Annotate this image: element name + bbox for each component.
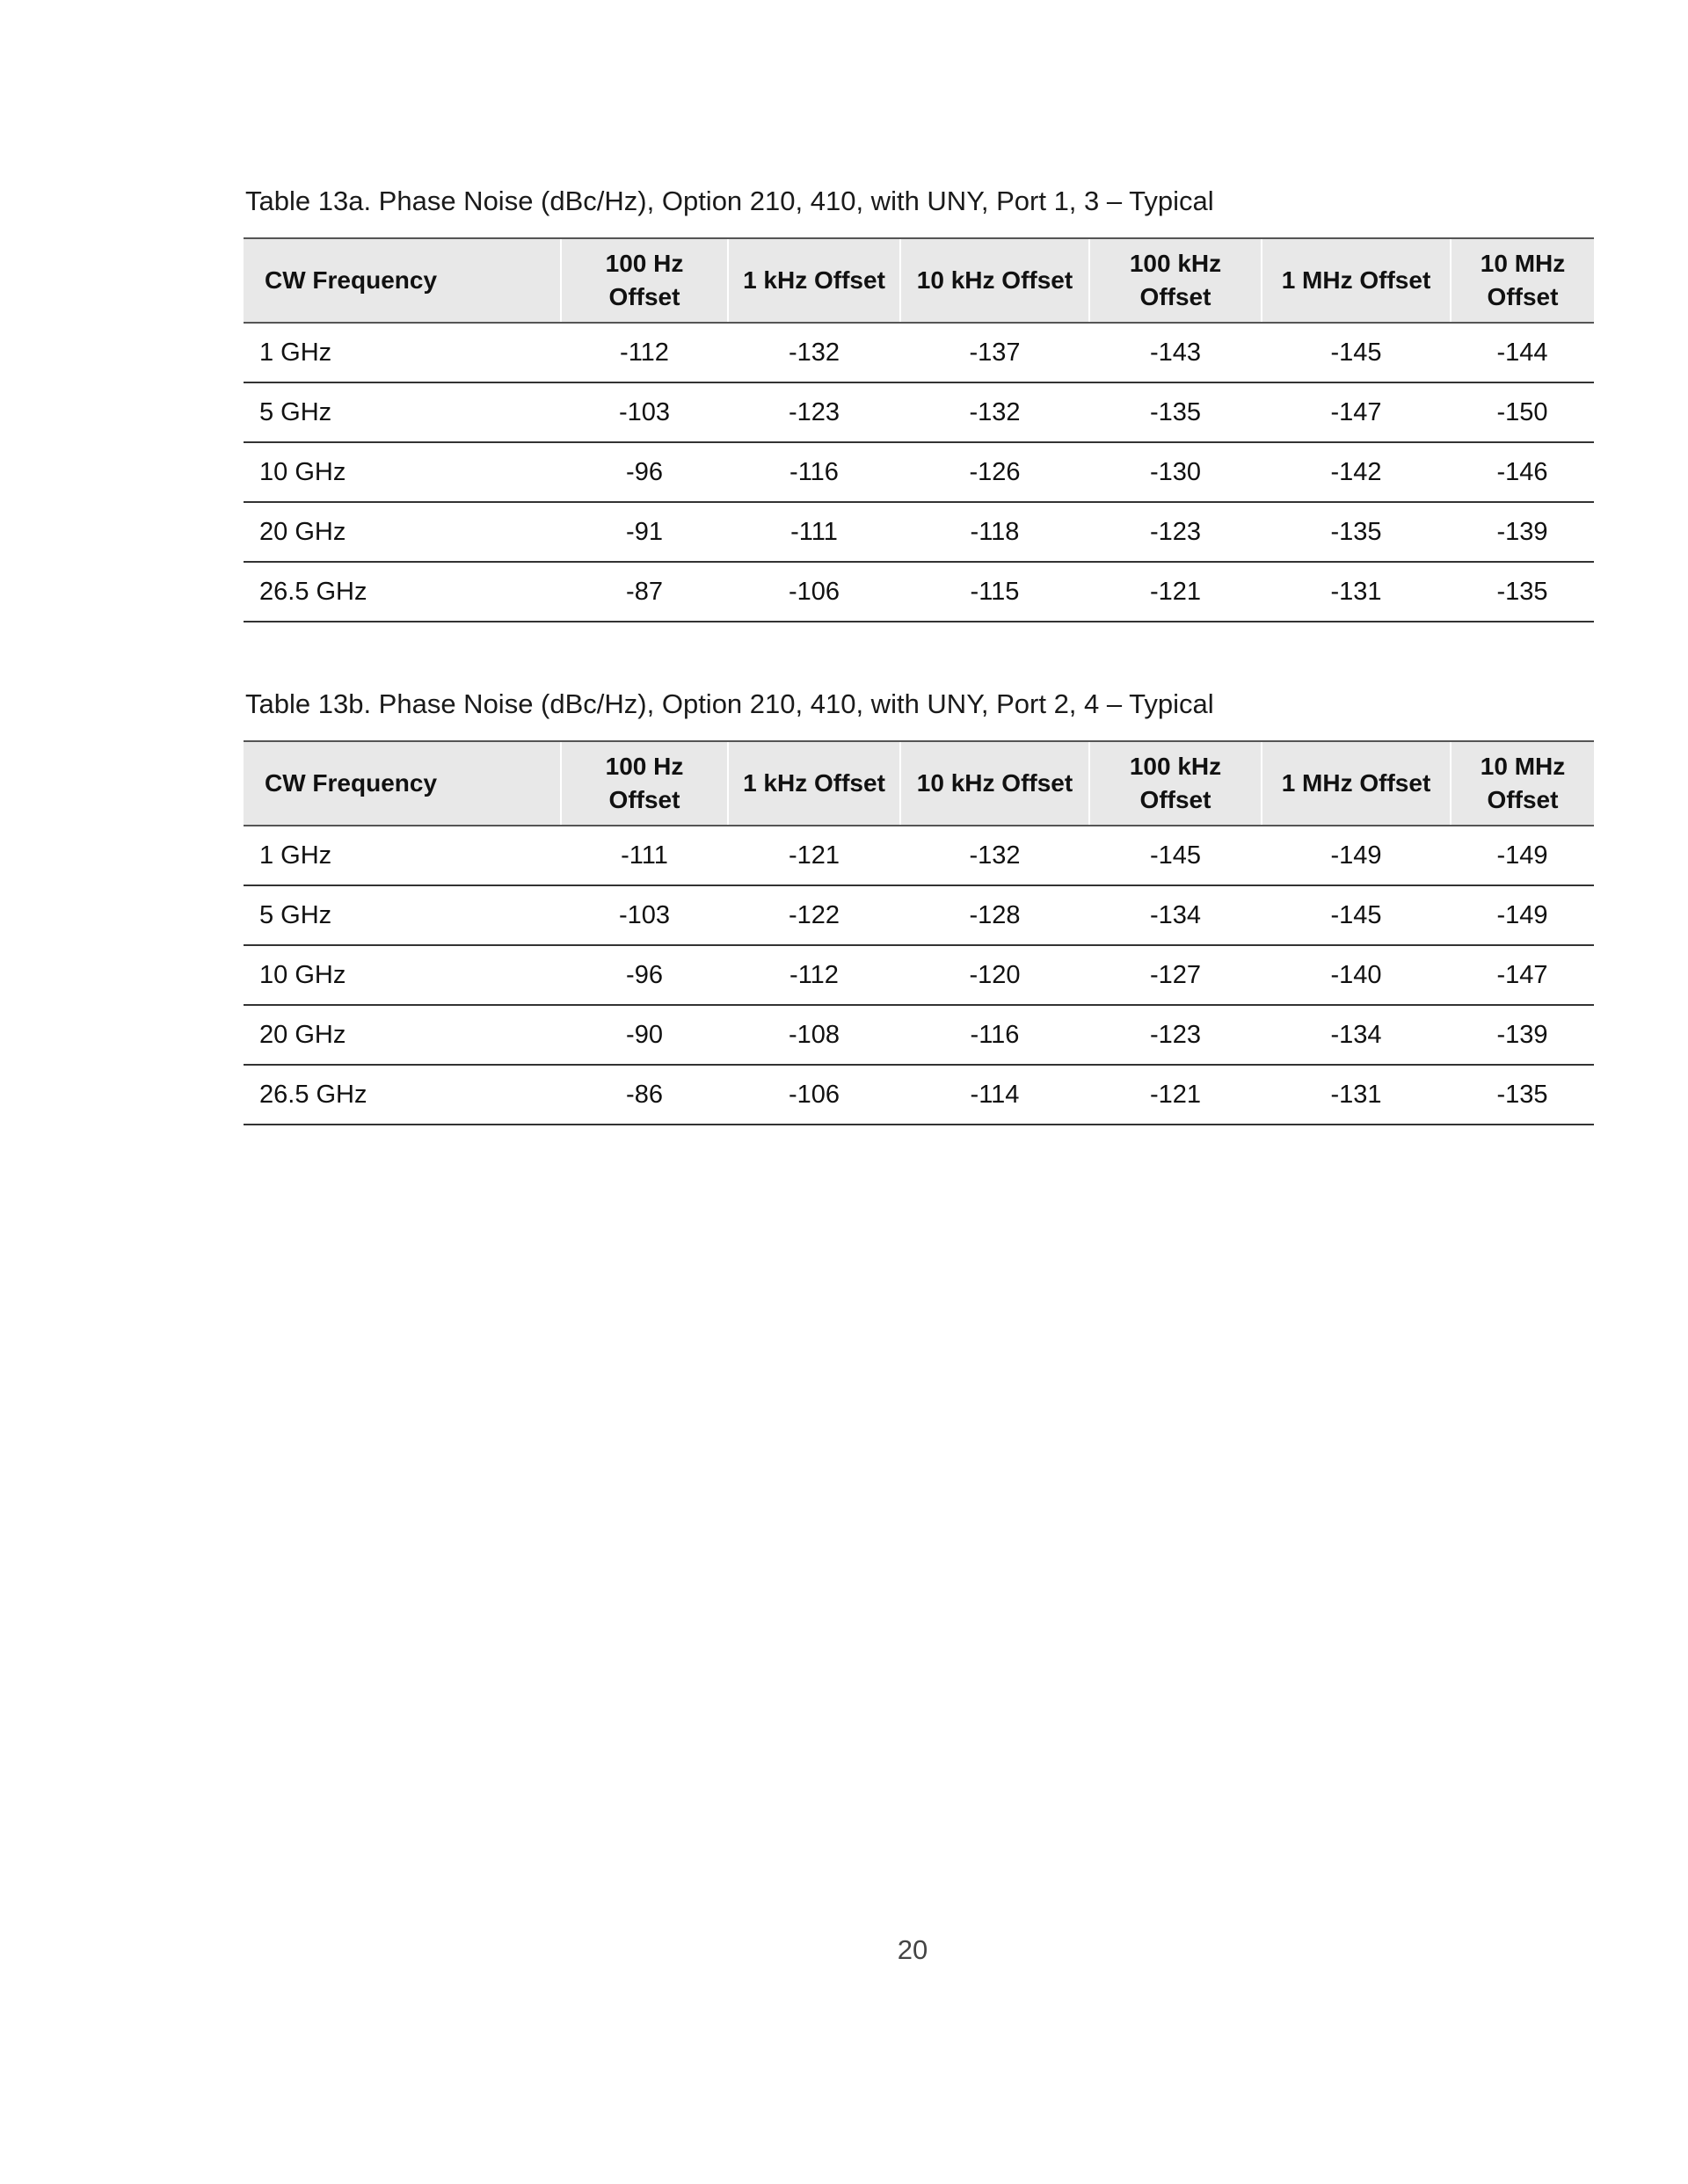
cw-frequency-cell: 5 GHz bbox=[244, 885, 561, 945]
phase-noise-value-cell: -135 bbox=[1451, 1065, 1594, 1125]
header-1khz-offset: 1 kHz Offset bbox=[728, 238, 900, 323]
phase-noise-value-cell: -142 bbox=[1262, 442, 1451, 502]
header-1mhz-offset: 1 MHz Offset bbox=[1262, 741, 1451, 826]
phase-noise-value-cell: -114 bbox=[900, 1065, 1089, 1125]
cw-frequency-cell: 26.5 GHz bbox=[244, 1065, 561, 1125]
phase-noise-value-cell: -150 bbox=[1451, 382, 1594, 442]
phase-noise-table-port-2-4 bbox=[244, 740, 1594, 1125]
phase-noise-value-cell: -116 bbox=[900, 1005, 1089, 1065]
table-row bbox=[244, 885, 1594, 945]
phase-noise-value-cell: -108 bbox=[728, 1005, 900, 1065]
header-10mhz-offset: 10 MHz Offset bbox=[1451, 238, 1594, 323]
header-row bbox=[244, 741, 1594, 826]
phase-noise-value-cell: -137 bbox=[900, 323, 1089, 382]
header-cw-frequency: CW Frequency bbox=[244, 238, 561, 323]
cw-frequency-cell: 10 GHz bbox=[244, 442, 561, 502]
table-row bbox=[244, 826, 1594, 885]
phase-noise-value-cell: -144 bbox=[1451, 323, 1594, 382]
header-10mhz-offset: 10 MHz Offset bbox=[1451, 741, 1594, 826]
phase-noise-value-cell: -87 bbox=[561, 562, 728, 622]
phase-noise-value-cell: -123 bbox=[1089, 1005, 1262, 1065]
phase-noise-value-cell: -140 bbox=[1262, 945, 1451, 1005]
phase-noise-value-cell: -103 bbox=[561, 382, 728, 442]
phase-noise-value-cell: -145 bbox=[1262, 323, 1451, 382]
phase-noise-value-cell: -121 bbox=[728, 826, 900, 885]
cw-frequency-cell: 1 GHz bbox=[244, 826, 561, 885]
phase-noise-value-cell: -134 bbox=[1089, 885, 1262, 945]
table-row bbox=[244, 1005, 1594, 1065]
cw-frequency-cell: 20 GHz bbox=[244, 1005, 561, 1065]
phase-noise-value-cell: -146 bbox=[1451, 442, 1594, 502]
phase-noise-value-cell: -132 bbox=[900, 382, 1089, 442]
header-cw-frequency: CW Frequency bbox=[244, 741, 561, 826]
phase-noise-value-cell: -135 bbox=[1262, 502, 1451, 562]
page-number: 20 bbox=[897, 1934, 928, 1965]
phase-noise-value-cell: -121 bbox=[1089, 1065, 1262, 1125]
phase-noise-value-cell: -103 bbox=[561, 885, 728, 945]
header-1mhz-offset: 1 MHz Offset bbox=[1262, 238, 1451, 323]
table-row bbox=[244, 945, 1594, 1005]
cw-frequency-cell: 1 GHz bbox=[244, 323, 561, 382]
phase-noise-value-cell: -149 bbox=[1451, 885, 1594, 945]
table-row bbox=[244, 442, 1594, 502]
table-header bbox=[244, 238, 1594, 323]
table-header bbox=[244, 741, 1594, 826]
phase-noise-value-cell: -143 bbox=[1089, 323, 1262, 382]
phase-noise-value-cell: -112 bbox=[561, 323, 728, 382]
phase-noise-value-cell: -122 bbox=[728, 885, 900, 945]
phase-noise-value-cell: -135 bbox=[1089, 382, 1262, 442]
phase-noise-value-cell: -123 bbox=[1089, 502, 1262, 562]
phase-noise-value-cell: -123 bbox=[728, 382, 900, 442]
phase-noise-value-cell: -132 bbox=[900, 826, 1089, 885]
header-100khz-offset: 100 kHz Offset bbox=[1089, 741, 1262, 826]
phase-noise-value-cell: -130 bbox=[1089, 442, 1262, 502]
phase-noise-table-port-1-3 bbox=[244, 237, 1594, 622]
phase-noise-value-cell: -106 bbox=[728, 562, 900, 622]
phase-noise-value-cell: -147 bbox=[1451, 945, 1594, 1005]
table-body bbox=[244, 826, 1594, 1125]
table-13b-caption: Table 13b. Phase Noise (dBc/Hz), Option 210, 410, with UNY, Port 2, 4 – Typical bbox=[245, 688, 1214, 719]
table-body bbox=[244, 323, 1594, 622]
phase-noise-value-cell: -139 bbox=[1451, 502, 1594, 562]
phase-noise-value-cell: -147 bbox=[1262, 382, 1451, 442]
header-10khz-offset: 10 kHz Offset bbox=[900, 238, 1089, 323]
phase-noise-value-cell: -86 bbox=[561, 1065, 728, 1125]
phase-noise-value-cell: -128 bbox=[900, 885, 1089, 945]
cw-frequency-cell: 26.5 GHz bbox=[244, 562, 561, 622]
phase-noise-value-cell: -149 bbox=[1451, 826, 1594, 885]
phase-noise-value-cell: -131 bbox=[1262, 1065, 1451, 1125]
phase-noise-value-cell: -91 bbox=[561, 502, 728, 562]
phase-noise-value-cell: -149 bbox=[1262, 826, 1451, 885]
cw-frequency-cell: 20 GHz bbox=[244, 502, 561, 562]
header-row bbox=[244, 238, 1594, 323]
table-row bbox=[244, 382, 1594, 442]
phase-noise-value-cell: -127 bbox=[1089, 945, 1262, 1005]
phase-noise-value-cell: -112 bbox=[728, 945, 900, 1005]
table-13a-caption: Table 13a. Phase Noise (dBc/Hz), Option 210, 410, with UNY, Port 1, 3 – Typical bbox=[245, 186, 1214, 216]
header-100hz-offset: 100 Hz Offset bbox=[561, 238, 728, 323]
phase-noise-value-cell: -118 bbox=[900, 502, 1089, 562]
phase-noise-value-cell: -120 bbox=[900, 945, 1089, 1005]
phase-noise-value-cell: -96 bbox=[561, 945, 728, 1005]
phase-noise-value-cell: -135 bbox=[1451, 562, 1594, 622]
table-row bbox=[244, 502, 1594, 562]
phase-noise-value-cell: -115 bbox=[900, 562, 1089, 622]
table-row bbox=[244, 562, 1594, 622]
phase-noise-value-cell: -121 bbox=[1089, 562, 1262, 622]
table-row bbox=[244, 1065, 1594, 1125]
phase-noise-value-cell: -126 bbox=[900, 442, 1089, 502]
header-100hz-offset: 100 Hz Offset bbox=[561, 741, 728, 826]
phase-noise-value-cell: -131 bbox=[1262, 562, 1451, 622]
cw-frequency-cell: 10 GHz bbox=[244, 945, 561, 1005]
table-row bbox=[244, 323, 1594, 382]
phase-noise-value-cell: -111 bbox=[728, 502, 900, 562]
phase-noise-value-cell: -132 bbox=[728, 323, 900, 382]
cw-frequency-cell: 5 GHz bbox=[244, 382, 561, 442]
phase-noise-value-cell: -116 bbox=[728, 442, 900, 502]
phase-noise-value-cell: -90 bbox=[561, 1005, 728, 1065]
phase-noise-value-cell: -139 bbox=[1451, 1005, 1594, 1065]
phase-noise-value-cell: -96 bbox=[561, 442, 728, 502]
header-10khz-offset: 10 kHz Offset bbox=[900, 741, 1089, 826]
phase-noise-value-cell: -145 bbox=[1089, 826, 1262, 885]
phase-noise-value-cell: -111 bbox=[561, 826, 728, 885]
phase-noise-value-cell: -134 bbox=[1262, 1005, 1451, 1065]
header-100khz-offset: 100 kHz Offset bbox=[1089, 238, 1262, 323]
header-1khz-offset: 1 kHz Offset bbox=[728, 741, 900, 826]
phase-noise-value-cell: -106 bbox=[728, 1065, 900, 1125]
phase-noise-value-cell: -145 bbox=[1262, 885, 1451, 945]
